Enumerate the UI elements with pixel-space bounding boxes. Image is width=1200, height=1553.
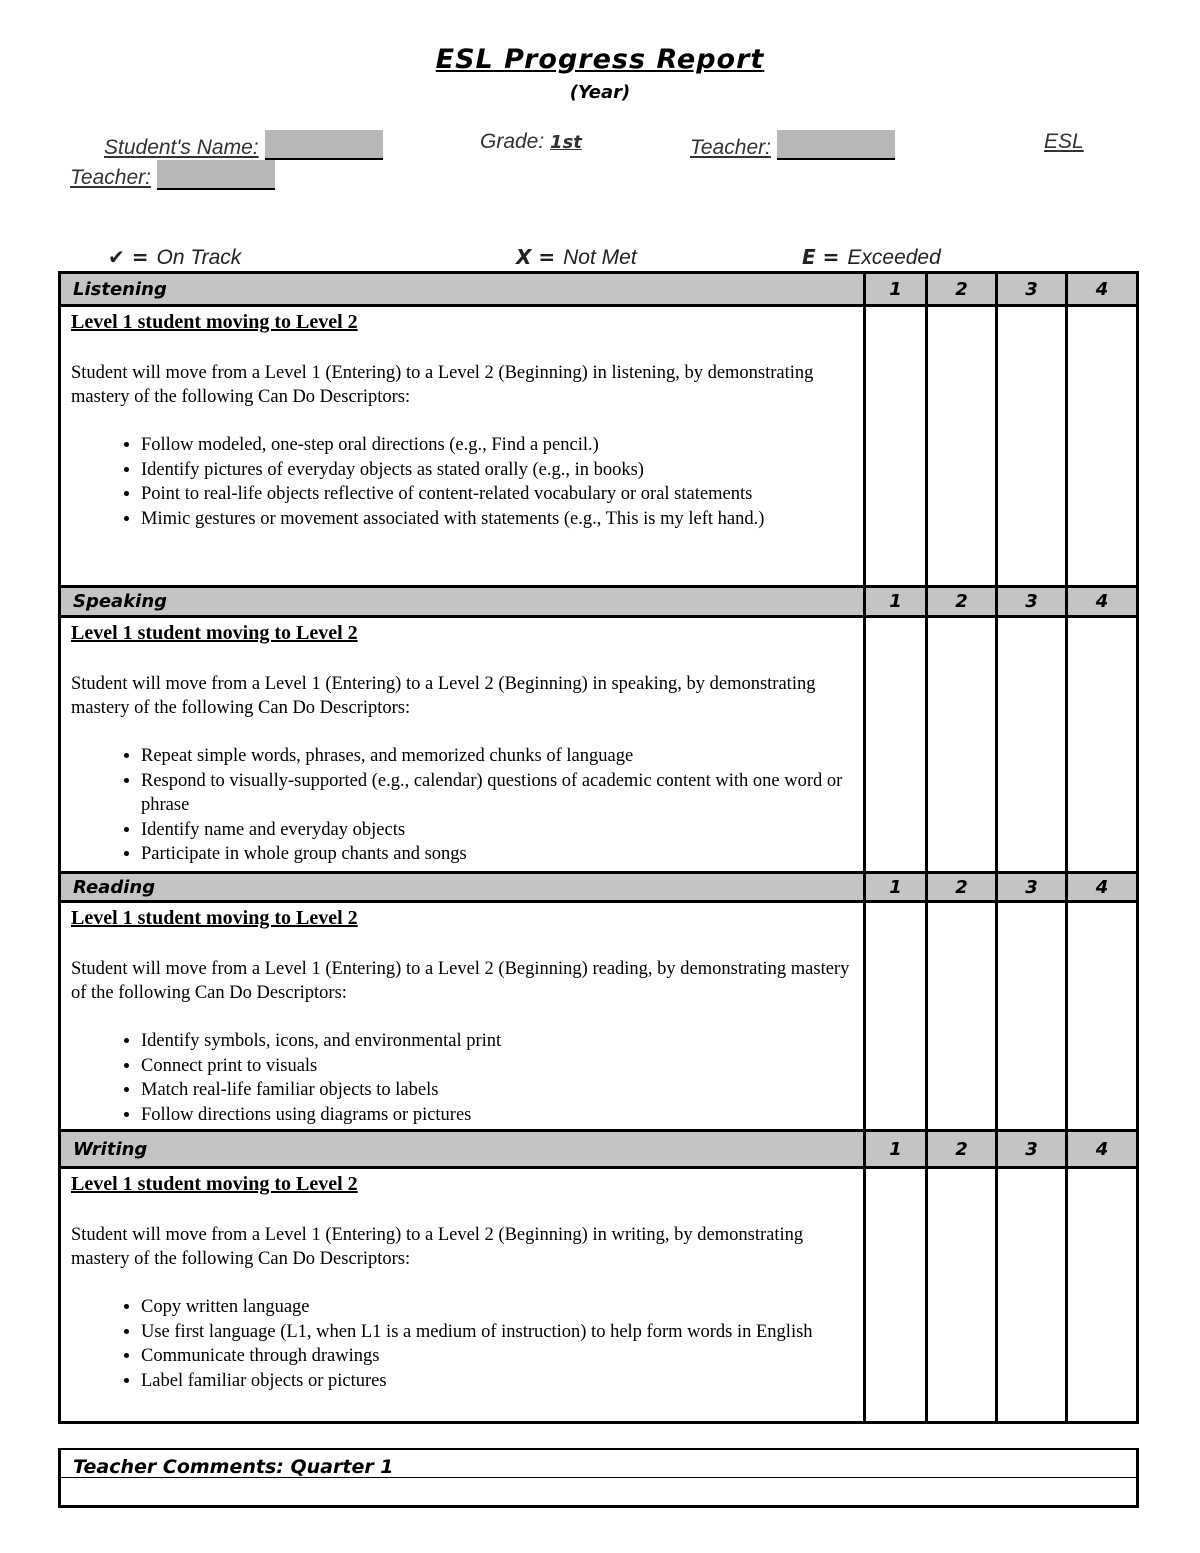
section-header-writing [61,1129,1136,1169]
section-body-writing [61,1169,1136,1421]
level-heading: Level 1 student moving to Level 2 [71,907,358,929]
esl-teacher-label-2: Teacher: [70,166,151,189]
section-intro: Student will move from a Level 1 (Entering) to a Level 2 (Beginning) reading, by demonstrating mastery of the following Can Do Descriptors: [71,959,850,1003]
list-item: • Point to real-life objects reflective of content-related vocabulary or oral statements [141,482,853,507]
list-item: • Repeat simple words, phrases, and memorized chunks of language [141,744,853,769]
section-title: Writing [61,1132,866,1166]
list-item: • Copy written language [141,1295,853,1320]
rating-cell-q1[interactable] [866,307,928,585]
student-name-blank[interactable] [265,130,383,160]
rating-cell-q2[interactable] [928,307,998,585]
list-item: • Respond to visually-supported (e.g., calendar) questions of academic content with one word or phrase [141,769,853,818]
list-item: • Participate in whole group chants and songs [141,842,853,867]
legend-not-met: X = Not Met [516,245,637,269]
rating-cell-q3[interactable] [998,618,1068,871]
e-mark-icon: E = [802,245,840,269]
quarter-label: 1 [866,874,928,900]
comments-divider [61,1477,1136,1478]
quarter-label: 2 [928,588,998,615]
rating-cell-q1[interactable] [866,1169,928,1421]
descriptor-list [71,1295,853,1393]
section-body-reading [61,903,1136,1129]
section-title: Reading [61,874,866,900]
section-header-reading [61,871,1136,903]
quarter-label: 3 [998,588,1068,615]
quarter-label: 4 [1095,1138,1109,1160]
list-item: • Use first language (L1, when L1 is a medium of instruction) to help form words in English [141,1320,853,1345]
section-body-listening [61,307,1136,585]
section-intro: Student will move from a Level 1 (Entering) to a Level 2 (Beginning) in writing, by demonstrating mastery of the following Can Do Descriptors: [71,1225,804,1269]
esl-teacher-blank[interactable] [157,160,275,190]
quarter-label: 4 [1095,591,1109,612]
grade-label: Grade: [480,130,545,153]
rating-cell-q2[interactable] [928,1169,998,1421]
student-name-field [104,130,383,160]
rating-cell-q2[interactable] [928,618,998,871]
legend-on-track: ✔ = On Track [108,245,242,269]
rating-cell-q4[interactable] [1068,307,1136,585]
grade-field [480,130,582,154]
list-item: • Communicate through drawings [141,1344,853,1369]
section-title: Speaking [61,588,866,615]
section-intro: Student will move from a Level 1 (Entering) to a Level 2 (Beginning) in listening, by demonstrating mastery of the following Can Do Descriptors: [71,363,814,407]
quarter-label: 4 [1095,876,1109,898]
quarter-label: 1 [866,1132,928,1166]
teacher-blank[interactable] [777,130,895,160]
progress-grid [58,271,1139,1424]
section-intro: Student will move from a Level 1 (Entering) to a Level 2 (Beginning) in speaking, by demonstrating mastery of the following Can Do Descriptors: [71,674,816,718]
teacher-comments-box[interactable] [58,1448,1139,1508]
grade-value: 1st [550,132,582,153]
level-heading: Level 1 student moving to Level 2 [71,622,358,644]
rating-cell-q4[interactable] [1068,618,1136,871]
teacher-label: Teacher: [690,136,771,159]
level-heading: Level 1 student moving to Level 2 [71,1173,358,1195]
quarter-label: 1 [866,588,928,615]
list-item: • Identify name and everyday objects [141,818,853,843]
legend-exceeded: E = Exceeded [802,245,941,269]
list-item: • Label familiar objects or pictures [141,1369,853,1394]
rating-cell-q4[interactable] [1068,1169,1136,1421]
student-name-label: Student's Name: [104,136,259,159]
list-item: • Mimic gestures or movement associated with statements (e.g., This is my left hand.) [141,507,853,532]
descriptor-list [71,1029,853,1127]
rating-cell-q3[interactable] [998,1169,1068,1421]
x-mark-icon: X = [516,245,556,269]
rating-cell-q3[interactable] [998,903,1068,1129]
list-item: • Follow modeled, one-step oral directions (e.g., Find a pencil.) [141,433,853,458]
report-year: (Year) [569,82,631,103]
list-item: • Connect print to visuals [141,1054,853,1079]
section-body-speaking [61,618,1136,871]
report-title: ESL Progress Report [435,44,765,75]
teacher-field [690,130,895,160]
quarter-label: 3 [998,874,1068,900]
quarter-label: 2 [928,274,998,304]
rating-cell-q1[interactable] [866,903,928,1129]
quarter-label: 4 [1095,278,1109,300]
quarter-label: 1 [866,274,928,304]
list-item: • Identify symbols, icons, and environmental print [141,1029,853,1054]
section-title: Listening [61,274,866,304]
list-item: • Match real-life familiar objects to labels [141,1078,853,1103]
esl-teacher-label-1: ESL [1044,130,1084,153]
teacher-comments-title: Teacher Comments: Quarter 1 [73,1456,394,1478]
rating-cell-q2[interactable] [928,903,998,1129]
quarter-label: 2 [928,1132,998,1166]
section-header-listening [61,274,1136,307]
list-item: • Identify pictures of everyday objects as stated orally (e.g., in books) [141,458,853,483]
check-icon: ✔ = [108,245,149,269]
rating-cell-q1[interactable] [866,618,928,871]
quarter-label: 3 [998,274,1068,304]
rating-cell-q3[interactable] [998,307,1068,585]
section-header-speaking [61,585,1136,618]
rating-cell-q4[interactable] [1068,903,1136,1129]
esl-teacher-field [70,160,275,190]
descriptor-list [71,433,853,531]
quarter-label: 3 [998,1132,1068,1166]
list-item: • Follow directions using diagrams or pictures [141,1103,853,1128]
descriptor-list [71,744,853,867]
quarter-label: 2 [928,874,998,900]
level-heading: Level 1 student moving to Level 2 [71,311,358,333]
